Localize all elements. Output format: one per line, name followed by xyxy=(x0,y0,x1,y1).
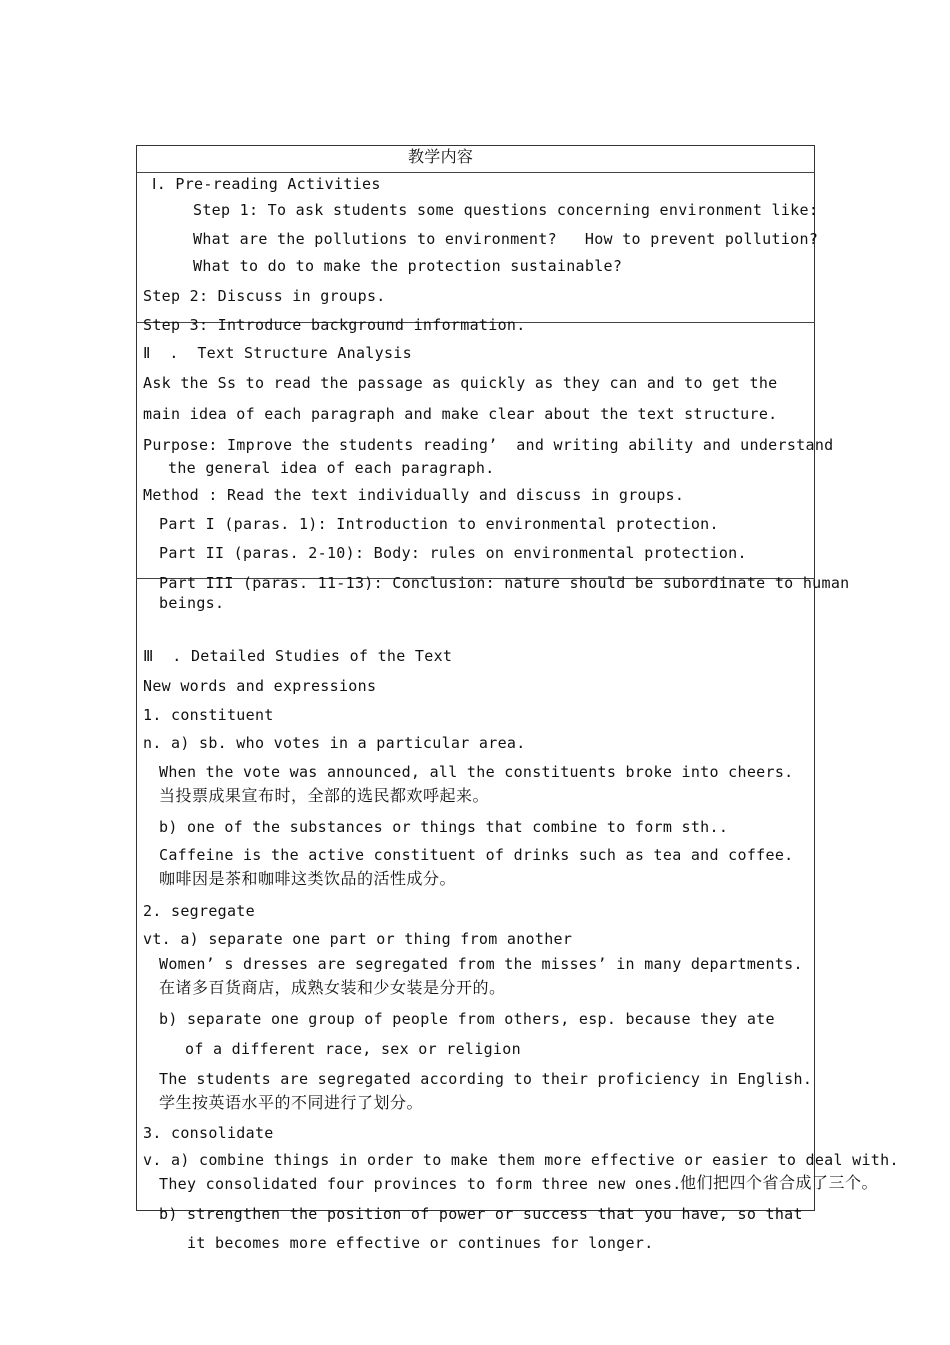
word3-sense-b: b) strengthen the position of power or success that you have, so that xyxy=(159,1205,803,1223)
word1-sense-b: b) one of the substances or things that combine to form sth.. xyxy=(159,818,729,836)
section1-step2: Step 2: Discuss in groups. xyxy=(143,287,386,305)
word2-sense-a: vt. a) separate one part or thing from another xyxy=(143,930,573,948)
section2-purpose-cont: the general idea of each paragraph. xyxy=(168,459,495,477)
word1-sense-a: n. a) sb. who votes in a particular area. xyxy=(143,734,526,752)
word2-title: 2. segregate xyxy=(143,902,255,920)
section3-heading: Ⅲ . Detailed Studies of the Text xyxy=(143,647,453,665)
section2-part3-cont: beings. xyxy=(159,594,225,612)
section2-part2: Part II (paras. 2-10): Body: rules on environmental protection. xyxy=(159,544,747,562)
word2-sense-b-example: The students are segregated according to their proficiency in English. xyxy=(159,1070,813,1088)
word2-sense-b-cont: of a different race, sex or religion xyxy=(185,1040,521,1058)
word3-sense-a: v. a) combine things in order to make them more effective or easier to deal with. xyxy=(143,1151,899,1169)
section2-para2: main idea of each paragraph and make clear about the text structure. xyxy=(143,405,778,423)
word2-sense-a-translation: 在诸多百货商店，成熟女装和少女装是分开的。 xyxy=(159,978,506,997)
word1-title: 1. constituent xyxy=(143,706,274,724)
table-header: 教学内容 xyxy=(408,147,474,166)
word1-sense-b-example: Caffeine is the active constituent of drinks such as tea and coffee. xyxy=(159,846,794,864)
section2-part1: Part I (paras. 1): Introduction to environmental protection. xyxy=(159,515,719,533)
word2-sense-b-translation: 学生按英语水平的不同进行了划分。 xyxy=(159,1093,424,1112)
section2-para1: Ask the Ss to read the passage as quickly as they can and to get the xyxy=(143,374,778,392)
section1-step3: Step 3: Introduce background information. xyxy=(143,316,526,334)
word1-sense-a-translation: 当投票成果宣布时，全部的选民都欢呼起来。 xyxy=(159,786,490,805)
section1-heading: Ⅰ. Pre-reading Activities xyxy=(152,175,381,193)
section2-method: Method : Read the text individually and discuss in groups. xyxy=(143,486,685,504)
word3-sense-b-cont: it becomes more effective or continues for longer. xyxy=(187,1234,654,1252)
section1-question1: What are the pollutions to environment? How to prevent pollution? xyxy=(193,230,819,248)
word2-sense-b: b) separate one group of people from others, esp. because they ate xyxy=(159,1010,775,1028)
section2-purpose: Purpose: Improve the students reading’ and writing ability and understand xyxy=(143,436,834,454)
word3-title: 3. consolidate xyxy=(143,1124,274,1142)
header-divider xyxy=(136,172,815,173)
section1-step1: Step 1: To ask students some questions concerning environment like: xyxy=(193,201,819,219)
section2-heading: Ⅱ . Text Structure Analysis xyxy=(143,344,412,362)
word3-sense-a-example: They consolidated four provinces to form three new ones. xyxy=(159,1175,682,1193)
word2-sense-a-example: Women’ s dresses are segregated from the misses’ in many departments. xyxy=(159,955,803,973)
word1-sense-b-translation: 咖啡因是茶和咖啡这类饮品的活性成分。 xyxy=(159,869,457,888)
section2-part3: Part III (paras. 11-13): Conclusion: nature should be subordinate to human xyxy=(159,574,850,592)
word3-sense-a-translation: 他们把四个省合成了三个。 xyxy=(680,1173,879,1192)
section3-subheading: New words and expressions xyxy=(143,677,377,695)
section1-question2: What to do to make the protection sustainable? xyxy=(193,257,623,275)
word1-sense-a-example: When the vote was announced, all the constituents broke into cheers. xyxy=(159,763,794,781)
